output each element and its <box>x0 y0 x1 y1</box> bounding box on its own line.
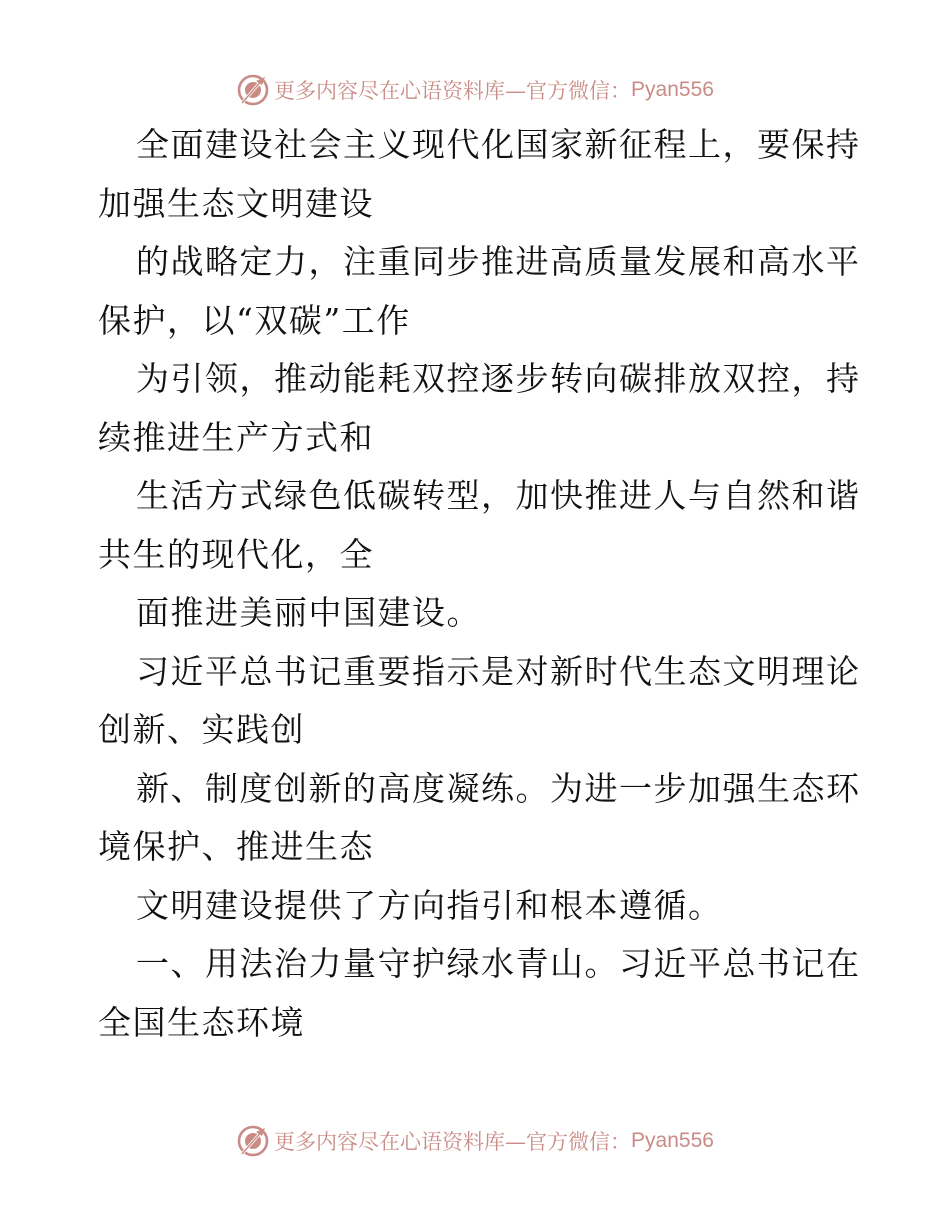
text-line: 创新、实践创 <box>98 710 305 749</box>
header-banner-text: 更多内容尽在心语资料库—官方微信： <box>274 79 632 103</box>
header-wechat-id: Pyan556 <box>631 78 714 101</box>
text-line: 境保护、推进生态 <box>98 827 374 866</box>
quill-pen-logo-icon <box>236 73 270 107</box>
header-banner <box>0 70 950 110</box>
text-line: 共生的现代化，全 <box>98 534 374 574</box>
text-line: 新、制度创新的高度凝练。为进一步加强生态环 <box>136 768 861 808</box>
text-line: 一、用法治力量守护绿水青山。习近平总书记在 <box>136 944 861 983</box>
footer-wechat-id: Pyan556 <box>631 1129 714 1152</box>
quill-pen-logo-icon <box>236 1124 270 1158</box>
text-line: 生活方式绿色低碳转型，加快推进人与自然和谐 <box>136 476 861 515</box>
document-body <box>98 116 861 1052</box>
footer-banner <box>0 1121 950 1161</box>
text-line: 习近平总书记重要指示是对新时代生态文明理论 <box>136 651 861 691</box>
text-line: 加强生态文明建设 <box>98 183 374 223</box>
text-line: 保护，以“双碳”工作 <box>98 300 411 340</box>
text-line: 的战略定力，注重同步推进高质量发展和高水平 <box>136 242 861 281</box>
text-line: 全国生态环境 <box>98 1002 305 1042</box>
text-line: 文明建设提供了方向指引和根本遵循。 <box>136 885 723 925</box>
text-line: 续推进生产方式和 <box>98 417 374 457</box>
text-line: 为引领，推动能耗双控逐步转向碳排放双控，持 <box>136 359 861 398</box>
footer-banner-text: 更多内容尽在心语资料库—官方微信： <box>274 1130 632 1154</box>
text-line: 全面建设社会主义现代化国家新征程上，要保持 <box>136 125 861 164</box>
text-line: 面推进美丽中国建设。 <box>136 593 481 632</box>
